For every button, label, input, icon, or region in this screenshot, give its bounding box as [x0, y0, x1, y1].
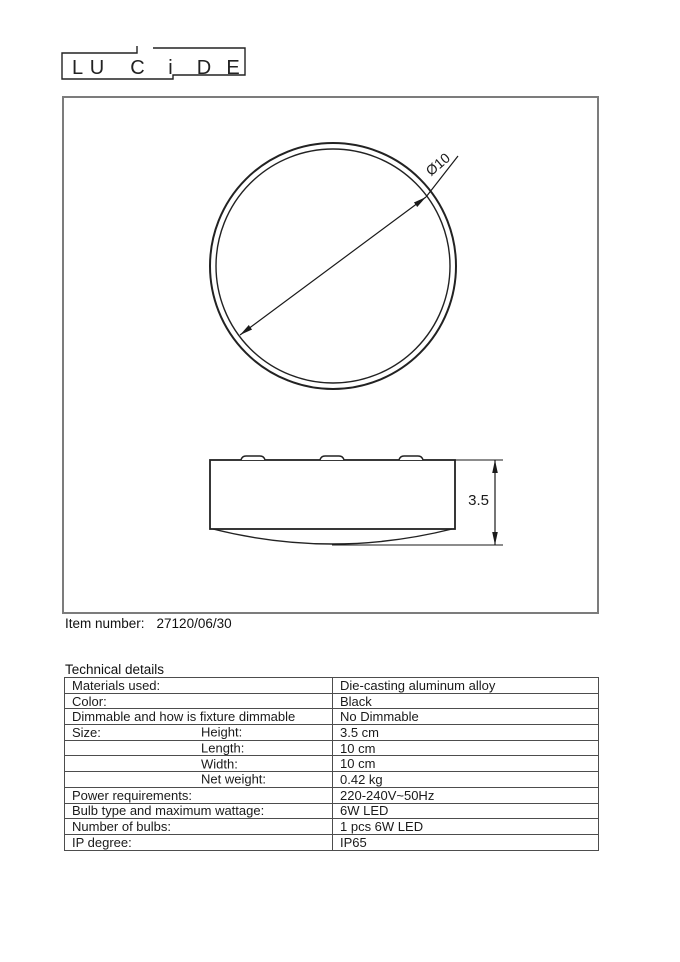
row-value: 10 cm — [340, 756, 376, 772]
technical-drawing — [64, 98, 597, 612]
row-value: No Dimmable — [340, 709, 419, 725]
row-value-cell — [333, 756, 599, 772]
row-value-cell — [333, 709, 599, 725]
row-value-cell — [333, 803, 599, 819]
row-value: 1 pcs 6W LED — [340, 819, 424, 835]
item-number-value: 27120/06/30 — [156, 616, 232, 631]
item-number — [65, 616, 232, 631]
row-value: 220-240V~50Hz — [340, 787, 435, 803]
row-value: Die-casting aluminum alloy — [340, 677, 496, 693]
technical-drawing-frame — [62, 96, 599, 614]
item-number-label: Item number: — [65, 616, 145, 631]
row-label: Size: — [72, 724, 101, 740]
logo-letter: E — [226, 57, 240, 79]
row-value: 10 cm — [340, 740, 376, 756]
row-label-cell — [65, 678, 333, 694]
row-value-cell — [333, 819, 599, 835]
table-row — [65, 819, 599, 835]
side-view-body — [210, 460, 455, 529]
table-row — [65, 787, 599, 803]
table-row — [65, 756, 599, 772]
height-label: 3.5 — [468, 492, 489, 509]
row-label: Dimmable and how is fixture dimmable — [72, 709, 296, 725]
row-sublabel: Net weight: — [201, 771, 267, 787]
row-value-cell — [333, 772, 599, 788]
row-label-cell — [65, 834, 333, 850]
row-label-cell — [65, 803, 333, 819]
row-value: 0.42 kg — [340, 771, 383, 787]
table-row — [65, 772, 599, 788]
row-label-cell — [65, 756, 333, 772]
lucide-logo-graphic — [60, 42, 250, 82]
row-value: IP65 — [340, 834, 367, 850]
diffuser-arc — [213, 529, 452, 544]
row-label-cell — [65, 693, 333, 709]
row-value-cell — [333, 834, 599, 850]
row-label-cell — [65, 740, 333, 756]
row-value: 6W LED — [340, 803, 389, 819]
logo-letter: L — [71, 57, 84, 79]
mounting-tab-right — [399, 456, 423, 460]
mounting-tab-center — [320, 456, 344, 460]
table-row — [65, 709, 599, 725]
row-label-cell — [65, 819, 333, 835]
table-row — [65, 803, 599, 819]
row-label: Materials used: — [72, 677, 161, 693]
row-label: IP degree: — [72, 834, 132, 850]
row-label: Color: — [72, 693, 107, 709]
row-value-cell — [333, 678, 599, 694]
table-row — [65, 693, 599, 709]
row-label-cell — [65, 709, 333, 725]
row-sublabel: Height: — [201, 724, 243, 740]
row-value: 3.5 cm — [340, 724, 380, 740]
row-sublabel: Width: — [201, 756, 238, 772]
table-row — [65, 678, 599, 694]
logo-letter: C — [130, 57, 145, 79]
row-label: Power requirements: — [72, 787, 192, 803]
lucide-logo — [60, 42, 250, 82]
technical-details-table — [64, 677, 599, 851]
diameter-dimension-line — [240, 197, 426, 335]
row-label: Bulb type and maximum wattage: — [72, 803, 265, 819]
technical-details-title: Technical details — [65, 662, 165, 677]
row-value-cell — [333, 787, 599, 803]
table-row — [65, 740, 599, 756]
row-label: Number of bulbs: — [72, 819, 171, 835]
row-label-cell — [65, 725, 333, 741]
row-label-cell — [65, 787, 333, 803]
row-value-cell — [333, 693, 599, 709]
row-value-cell — [333, 725, 599, 741]
logo-letter: D — [196, 57, 212, 79]
table-row — [65, 725, 599, 741]
logo-letter: i — [168, 57, 173, 79]
row-value-cell — [333, 740, 599, 756]
logo-letter: U — [89, 57, 105, 79]
row-sublabel: Length: — [201, 740, 245, 756]
mounting-tab-left — [241, 456, 265, 460]
row-label-cell — [65, 772, 333, 788]
diameter-label: Ø10 — [422, 149, 454, 179]
table-row — [65, 834, 599, 850]
row-value: Black — [340, 693, 372, 709]
